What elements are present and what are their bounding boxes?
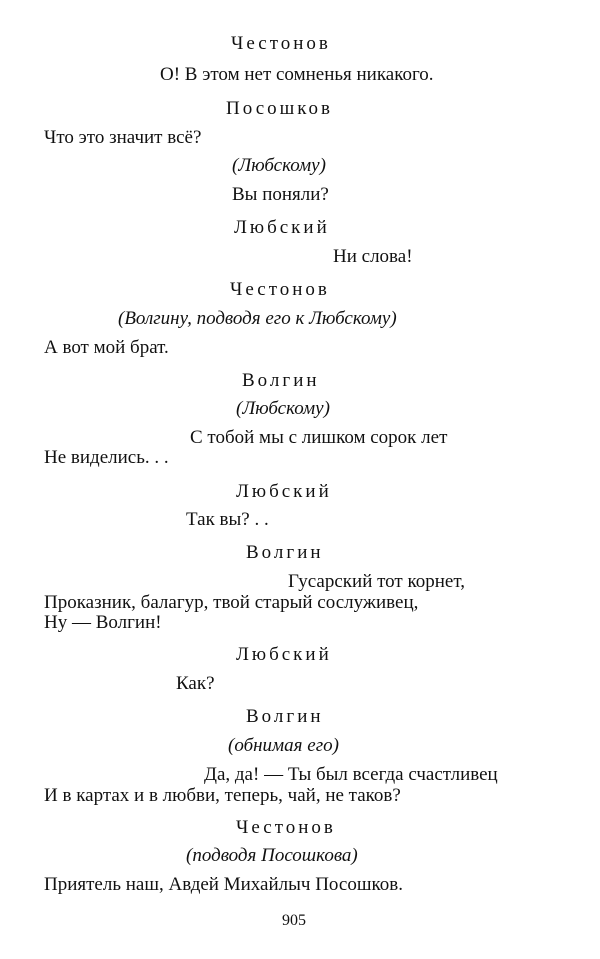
stage-direction: (Любскому) xyxy=(232,155,326,176)
stage-direction: (Любскому) xyxy=(236,398,330,419)
speaker-name: Честонов xyxy=(230,279,330,300)
verse-line: Вы поняли? xyxy=(232,184,329,205)
verse-line: Приятель наш, Авдей Михайлыч Посошков. xyxy=(44,874,403,895)
stage-direction: (обнимая его) xyxy=(228,735,339,756)
verse-line: О! В этом нет сомненья никакого. xyxy=(160,64,434,85)
speaker-name: Любский xyxy=(236,644,332,665)
speaker-name: Волгин xyxy=(246,542,324,563)
verse-line: А вот мой брат. xyxy=(44,337,169,358)
verse-line: И в картах и в любви, теперь, чай, не таков? xyxy=(44,785,401,806)
verse-line: Не виделись. . . xyxy=(44,447,169,468)
verse-line: С тобой мы с лишком сорок лет xyxy=(190,427,448,448)
stage-direction: (подводя Посошкова) xyxy=(186,845,358,866)
verse-line: Так вы? . . xyxy=(186,509,269,530)
verse-line: Ни слова! xyxy=(333,246,413,267)
stage-direction: (Волгину, подводя его к Любскому) xyxy=(118,308,397,329)
verse-line: Как? xyxy=(176,673,215,694)
speaker-name: Честонов xyxy=(231,33,331,54)
speaker-name: Волгин xyxy=(246,706,324,727)
verse-line: Гусарский тот корнет, xyxy=(288,571,465,592)
verse-line: Да, да! — Ты был всегда счастливец xyxy=(204,764,498,785)
page-number: 905 xyxy=(282,912,306,929)
speaker-name: Любский xyxy=(234,217,330,238)
speaker-name: Посошков xyxy=(226,98,333,119)
verse-line: Ну — Волгин! xyxy=(44,612,162,633)
speaker-name: Волгин xyxy=(242,370,320,391)
speaker-name: Честонов xyxy=(236,817,336,838)
verse-line: Проказник, балагур, твой старый сослуживец, xyxy=(44,592,419,613)
verse-line: Что это значит всё? xyxy=(44,127,202,148)
speaker-name: Любский xyxy=(236,481,332,502)
